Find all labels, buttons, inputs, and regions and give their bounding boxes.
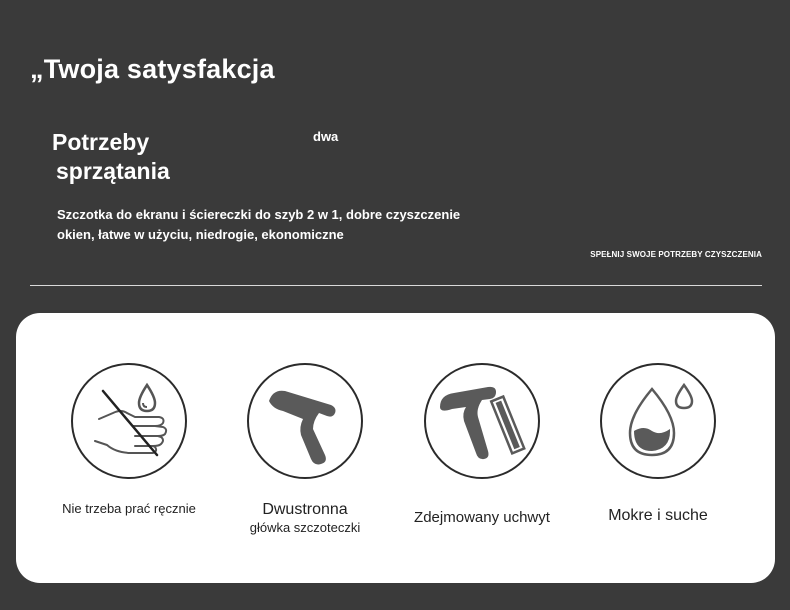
divider xyxy=(30,285,762,286)
section-title xyxy=(52,128,170,186)
double-sided-brush-icon xyxy=(249,365,361,477)
section-tag: dwa xyxy=(313,129,339,144)
feature-double-sided-brush xyxy=(230,363,380,535)
product-description: Szczotka do ekranu i ściereczki do szyb 2 w 1, dobre czyszczenie okien, łatwe w użyciu, niedrogie, ekonomiczne xyxy=(57,207,461,242)
feature-label: Zdejmowany uchwyt xyxy=(414,509,550,526)
feature-icon-circle xyxy=(600,363,716,479)
no-wash-hands-icon xyxy=(73,365,185,477)
headline: „Twoja satysfakcja xyxy=(30,54,275,84)
wet-dry-drop-icon xyxy=(602,365,714,477)
slogan: SPEŁNIJ SWOJE POTRZEBY CZYSZCZENIA xyxy=(590,250,762,259)
feature-label: Mokre i suche xyxy=(608,507,708,524)
section-title-line2: sprzątania xyxy=(56,158,170,184)
feature-label: Nie trzeba prać ręcznie xyxy=(62,501,196,516)
features-panel xyxy=(16,313,775,583)
feature-sublabel: główka szczoteczki xyxy=(249,520,361,535)
feature-icon-circle xyxy=(71,363,187,479)
feature-wet-and-dry xyxy=(583,363,733,525)
feature-icon-circle xyxy=(247,363,363,479)
feature-icon-circle xyxy=(424,363,540,479)
section-title-line1: Potrzeby xyxy=(52,129,150,155)
detachable-handle-icon xyxy=(426,365,538,477)
feature-no-hand-wash xyxy=(54,363,204,516)
feature-label: Dwustronna xyxy=(262,501,348,518)
feature-detachable-handle xyxy=(407,363,557,526)
